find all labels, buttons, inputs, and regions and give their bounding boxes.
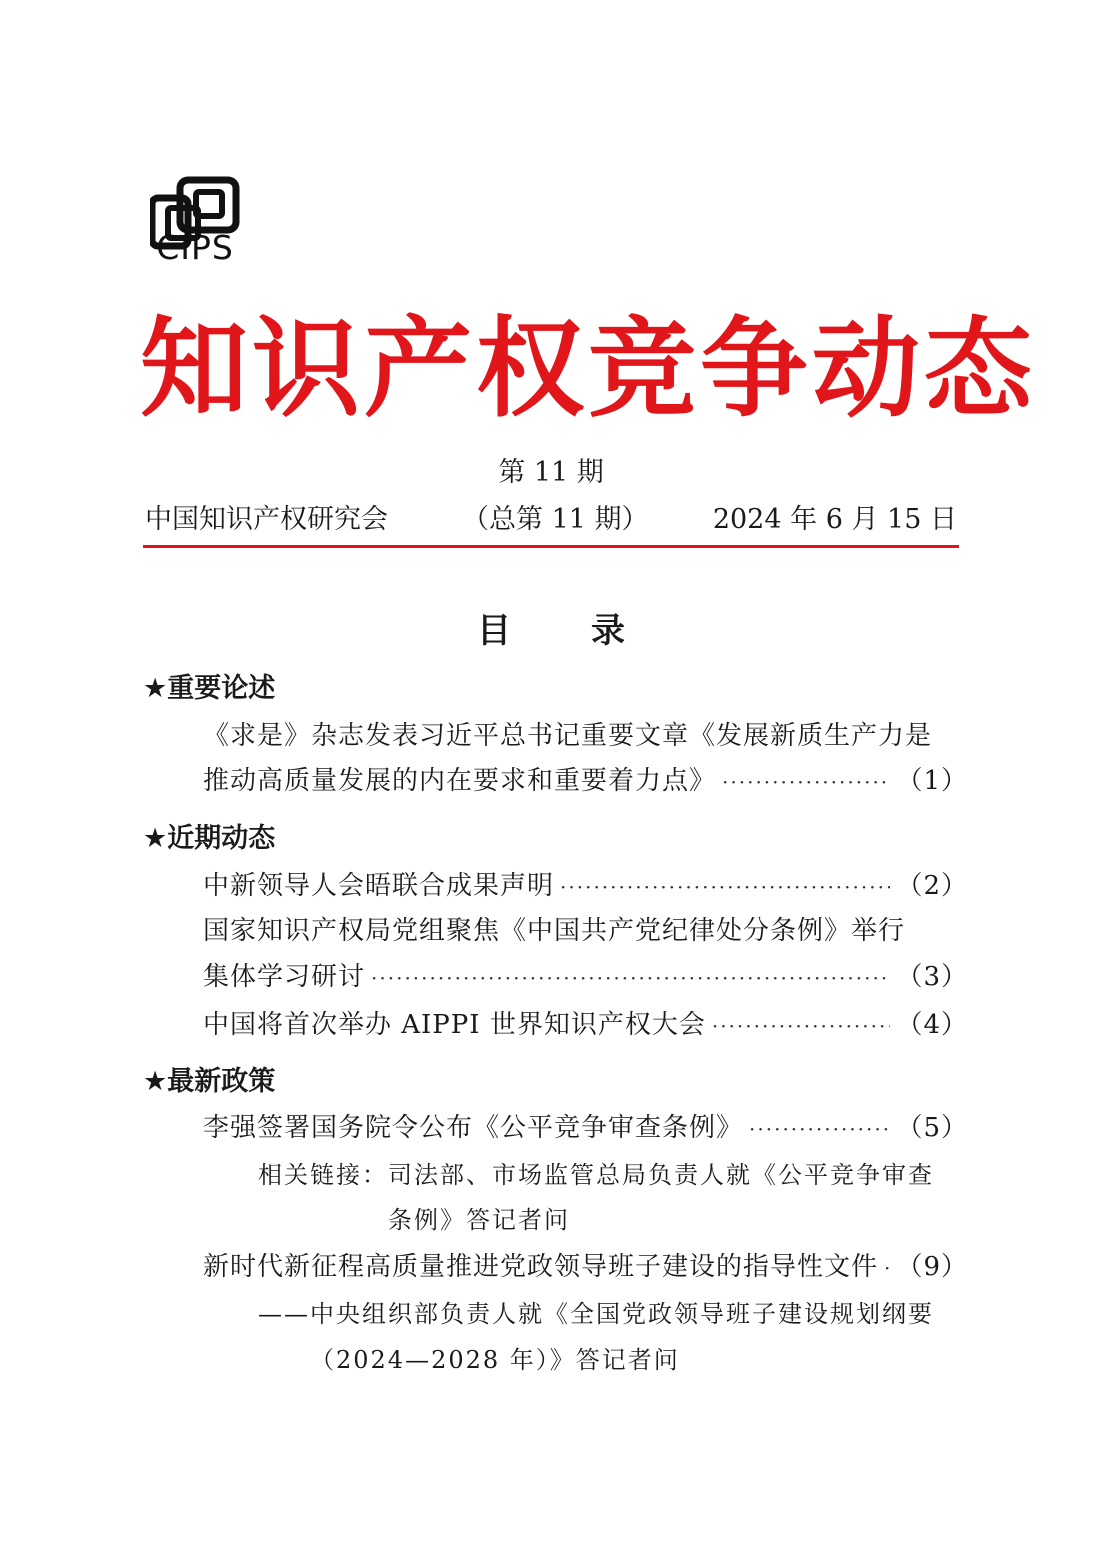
toc-entry-subtitle: ——中央组织部负责人就《全国党政领导班子建设规划纲要: [258, 1300, 934, 1328]
toc-entry-title: 李强签署国务院令公布《公平竞争审查条例》: [203, 1113, 744, 1143]
toc-entry[interactable]: [203, 1107, 968, 1144]
toc-entry[interactable]: [203, 956, 968, 993]
publication-date: 2024 年 6 月 15 日: [712, 504, 957, 535]
toc-entry-title: 中新领导人会晤联合成果声明: [203, 871, 555, 901]
toc-leader-dots: [560, 875, 890, 899]
organization-name: 中国知识产权研究会: [145, 504, 388, 535]
toc-leader-dots: [712, 1014, 891, 1038]
toc-entry[interactable]: [203, 1246, 968, 1283]
publication-title: 知识产权竞争动态: [140, 306, 1037, 432]
header-divider: [143, 545, 959, 548]
toc-heading: 目录: [477, 611, 705, 651]
toc-entry-subtitle-cont: （2024—2028 年）》答记者问: [310, 1346, 680, 1374]
toc-leader-dots: [749, 1117, 890, 1141]
toc-leader-dots: [884, 1256, 890, 1280]
toc-related-link-cont: 条例》答记者问: [388, 1206, 570, 1234]
total-issue-number: （总第 11 期）: [462, 504, 649, 535]
toc-leader-dots: [371, 966, 890, 990]
toc-entry-title: 中国将首次举办 AIPPI 世界知识产权大会: [203, 1010, 706, 1040]
logo-text: CIPS: [156, 228, 234, 267]
toc-entry-line: 国家知识产权局党组聚焦《中国共产党纪律处分条例》举行: [203, 916, 906, 946]
issue-number: 第 11 期: [498, 457, 604, 488]
toc-entry[interactable]: [203, 760, 968, 797]
toc-section-title: ★近期动态: [143, 823, 276, 854]
toc-section-title: ★重要论述: [143, 673, 276, 704]
toc-page-number: （4）: [896, 1010, 968, 1040]
toc-entry[interactable]: [203, 1004, 968, 1041]
toc-section-title: ★最新政策: [143, 1066, 276, 1097]
toc-leader-dots: [722, 770, 890, 794]
toc-page-number: （1）: [896, 766, 968, 796]
toc-entry-title: 推动高质量发展的内在要求和重要着力点》: [203, 766, 717, 796]
toc-entry[interactable]: [203, 865, 968, 902]
toc-related-link: 相关链接：司法部、市场监管总局负责人就《公平竞争审查: [258, 1161, 934, 1189]
toc-page-number: （3）: [896, 962, 968, 992]
toc-entry-title: 新时代新征程高质量推进党政领导班子建设的指导性文件: [203, 1252, 879, 1282]
toc-page-number: （9）: [896, 1252, 968, 1282]
toc-page-number: （5）: [896, 1113, 968, 1143]
toc-entry-title: 集体学习研讨: [203, 962, 366, 992]
toc-entry-line: 《求是》杂志发表习近平总书记重要文章《发展新质生产力是: [203, 721, 933, 751]
toc-page-number: （2）: [896, 871, 968, 901]
